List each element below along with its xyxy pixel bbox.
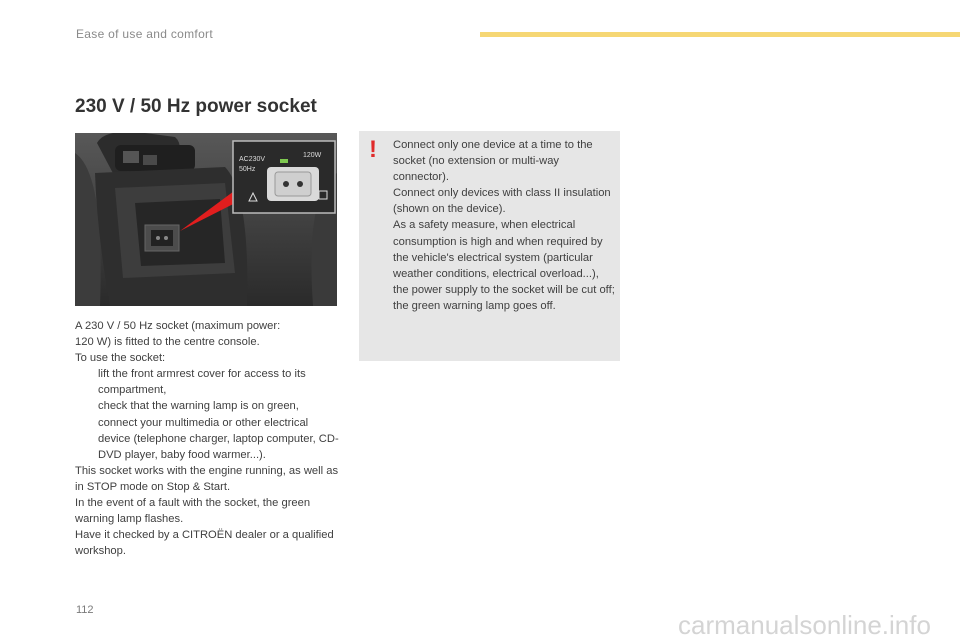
intro-line-1: A 230 V / 50 Hz socket (maximum power: xyxy=(75,320,281,332)
list-item xyxy=(75,398,340,414)
socket-power-label: 120W xyxy=(303,152,322,159)
section-header: Ease of use and comfort xyxy=(76,27,213,41)
bullet-marker xyxy=(75,366,98,398)
console-socket-illustration xyxy=(75,133,337,306)
warning-paragraph: Connect only devices with class II insulation (shown on the device). xyxy=(393,187,611,216)
watermark-text: carmanualsonline.info xyxy=(678,610,931,640)
fault-note: In the event of a fault with the socket, the green warning lamp flashes. xyxy=(75,497,311,526)
step-text: check that the warning lamp is on green, xyxy=(98,400,299,413)
warning-text xyxy=(393,137,617,314)
use-heading: To use the socket: xyxy=(75,352,166,365)
page-number: 112 xyxy=(76,604,94,616)
list-item xyxy=(75,366,340,398)
bullet-marker xyxy=(75,415,98,463)
green-warning-lamp xyxy=(280,159,288,163)
dealer-note: Have it checked by a CITROËN dealer or a qualified workshop. xyxy=(75,529,334,558)
socket-frequency-label: 50Hz xyxy=(239,166,256,173)
socket-voltage-label: AC230V xyxy=(239,156,266,163)
bullet-marker xyxy=(75,398,98,414)
header-accent-bar xyxy=(480,32,960,37)
exclamation-warning-icon: ! xyxy=(369,136,377,163)
engine-note: This socket works with the engine running, as well as in STOP mode on Stop & Start. xyxy=(75,464,339,493)
body-text xyxy=(75,318,340,559)
list-item xyxy=(75,415,340,463)
step-text: connect your multimedia or other electrical device (telephone charger, laptop computer, CD-DVD player, baby food warmer...). xyxy=(98,416,339,461)
watermark-logo xyxy=(676,607,960,640)
console-socket-drawing xyxy=(75,133,337,306)
intro-line-2: 120 W) is fitted to the centre console. xyxy=(75,336,260,349)
page-title: 230 V / 50 Hz power socket xyxy=(75,96,317,117)
step-text: lift the front armrest cover for access to its compartment, xyxy=(98,368,306,397)
warning-paragraph: Connect only one device at a time to the socket (no extension or multi-way connector). xyxy=(393,139,593,184)
warning-paragraph: As a safety measure, when electrical consumption is high and when required by the vehicle's electrical system (particular weather conditions, electrical overload...), the power supply to the socket will be cut off; the green warning lamp goes off. xyxy=(393,219,615,312)
